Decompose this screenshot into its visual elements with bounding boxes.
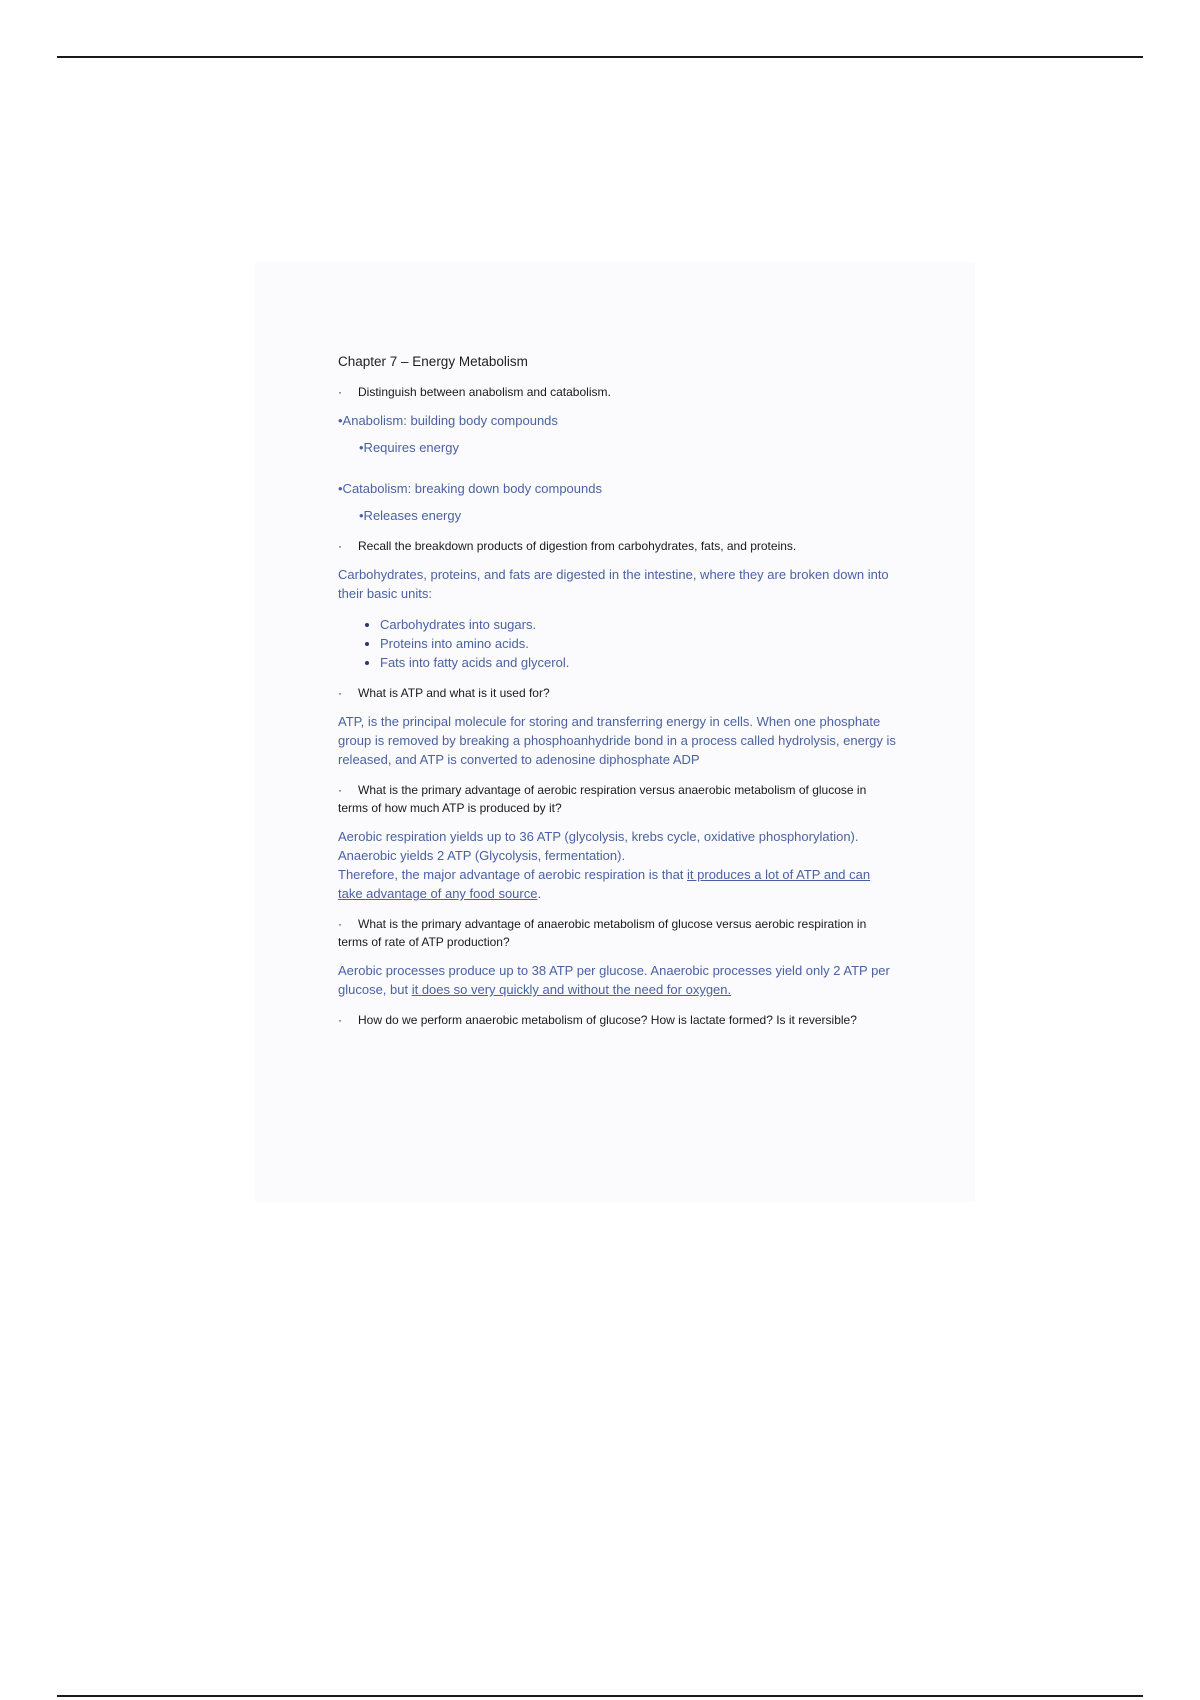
document-title: Chapter 7 – Energy Metabolism — [338, 354, 528, 369]
question-4 — [338, 781, 898, 817]
answer-4-conclusion-suffix: . — [537, 886, 542, 901]
answer-catabolism: •Catabolism: breaking down body compounds — [338, 481, 602, 496]
answer-2-intro: Carbohydrates, proteins, and fats are digested in the intestine, where they are broken down into their basic units: — [338, 567, 889, 601]
answer-5 — [338, 961, 898, 999]
answer-4-conclusion — [338, 865, 898, 903]
question-2-text: Recall the breakdown products of digestion from carbohydrates, fats, and proteins. — [358, 539, 797, 553]
answer-catabolism-detail: •Releases energy — [359, 508, 462, 523]
answer-5-underlined: it does so very quickly and without the need for oxygen. — [411, 982, 732, 997]
answer-3: ATP, is the principal molecule for storing and transferring energy in cells. When one phosphate group is removed by breaking a phosphoanhydride bond in a process called hydrolysis, energy is released, and ATP is converted to adenosine diphosphate ADP — [338, 714, 896, 767]
document-body — [338, 354, 898, 1039]
question-6 — [338, 1011, 898, 1029]
answer-4-conclusion-prefix: Therefore, the major advantage of aerobic respiration is that — [338, 867, 688, 882]
bullet-glyph: · — [338, 1013, 342, 1027]
answer-4-anaerobic: Anaerobic yields 2 ATP (Glycolysis, fermentation). — [338, 848, 626, 863]
question-3 — [338, 684, 898, 702]
question-2 — [338, 537, 898, 555]
list-item: • Fats into fatty acids and glycerol. — [380, 653, 898, 672]
question-5-text: What is the primary advantage of anaerobic metabolism of glucose versus aerobic respiration in terms of rate of ATP production? — [338, 917, 867, 949]
answer-anabolism-detail: •Requires energy — [359, 440, 459, 455]
digestion-products-list — [338, 615, 898, 672]
answer-4 — [338, 827, 898, 903]
question-3-text: What is ATP and what is it used for? — [358, 686, 550, 700]
answer-4-aerobic: Aerobic respiration yields up to 36 ATP (glycolysis, krebs cycle, oxidative phosphorylation). — [338, 829, 859, 844]
bullet-glyph: · — [338, 783, 342, 797]
top-page-rule — [57, 56, 1143, 58]
bottom-page-rule — [57, 1695, 1143, 1697]
bullet-glyph: · — [338, 539, 342, 553]
list-item: • Proteins into amino acids. — [380, 634, 898, 653]
list-item: • Carbohydrates into sugars. — [380, 615, 898, 634]
question-5 — [338, 915, 898, 951]
question-6-text: How do we perform anaerobic metabolism of glucose? How is lactate formed? Is it reversible? — [358, 1013, 857, 1027]
bullet-glyph: · — [338, 686, 342, 700]
question-4-text: What is the primary advantage of aerobic respiration versus anaerobic metabolism of glucose in terms of how much ATP is produced by it? — [338, 783, 867, 815]
bullet-glyph: · — [338, 917, 342, 931]
answer-4-conclusion-underlined: it produces a lot of ATP and can take advantage of any food source — [338, 867, 871, 901]
question-1-text: Distinguish between anabolism and catabolism. — [358, 385, 611, 399]
answer-5-prefix: Aerobic processes produce up to 38 ATP per glucose. Anaerobic processes yield only 2 ATP per glucose, but — [338, 963, 890, 997]
bullet-glyph: · — [338, 385, 342, 399]
answer-anabolism: •Anabolism: building body compounds — [338, 413, 558, 428]
question-1 — [338, 383, 898, 401]
